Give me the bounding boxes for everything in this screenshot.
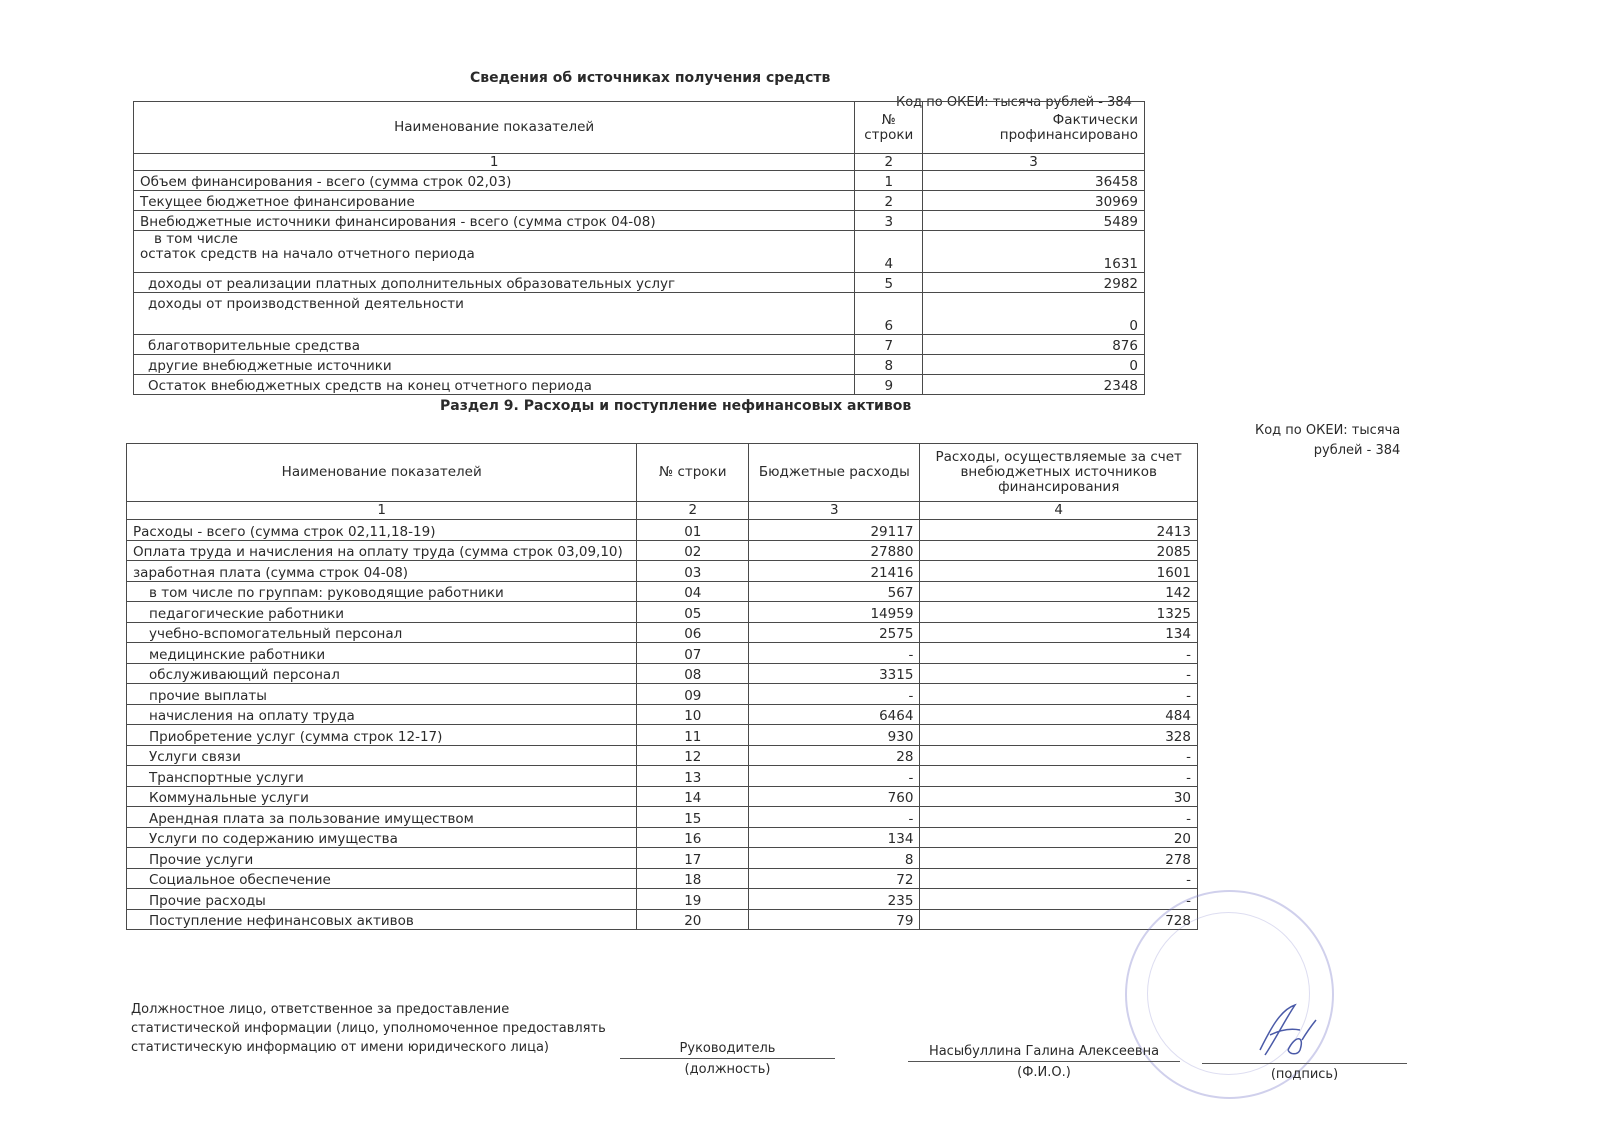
table-row: педагогические работники 05 14959 1325 <box>127 602 1198 623</box>
fio-block <box>908 1044 1180 1080</box>
fio-value: Насыбуллина Галина Алексеевна <box>928 1044 1160 1059</box>
table-row: Транспортные услуги 13 - - <box>127 766 1198 787</box>
row-prefix: в том числе <box>154 231 238 247</box>
table-row: Поступление нефинансовых активов 20 79 728 <box>127 909 1198 930</box>
table-row: прочие выплаты 09 - - <box>127 684 1198 705</box>
handwritten-signature-icon <box>1250 1000 1320 1060</box>
table-row: Оплата труда и начисления на оплату труда (сумма строк 03,09,10) 02 27880 2085 <box>127 540 1198 561</box>
table-row: учебно-вспомогательный персонал 06 2575 134 <box>127 622 1198 643</box>
responsible-person-text: Должностное лицо, ответственное за предоставление статистической информации (лицо, уполномоченное предоставлять статистическую информацию от имени юридического лица) <box>131 1002 606 1055</box>
table-row: начисления на оплату труда 10 6464 484 <box>127 704 1198 725</box>
table-row: благотворительные средства 7 876 <box>134 335 1145 355</box>
header-budget: Бюджетные расходы <box>749 444 920 502</box>
table-row: Арендная плата за пользование имуществом 15 - - <box>127 807 1198 828</box>
header-extra: Расходы, осуществляемые за счет внебюджетных источников финансирования <box>920 444 1198 502</box>
table-row: Внебюджетные источники финансирования - всего (сумма строк 04-08) 3 5489 <box>134 211 1145 231</box>
table-row: другие внебюджетные источники 8 0 <box>134 355 1145 375</box>
table-row: Расходы - всего (сумма строк 02,11,18-19) 01 29117 2413 <box>127 520 1198 541</box>
header-value: Фактически профинансировано <box>923 102 1145 154</box>
header-name: Наименование показателей <box>134 102 855 154</box>
position-value: Руководитель <box>679 1041 776 1056</box>
position-label: (должность) <box>684 1062 771 1077</box>
signature-label: (подпись) <box>1270 1067 1339 1082</box>
table-row: в том числе по группам: руководящие работники 04 567 142 <box>127 581 1198 602</box>
table-row: Прочие расходы 19 235 - <box>127 889 1198 910</box>
header-num-2: 2 <box>855 154 923 171</box>
table-row: заработная плата (сумма строк 04-08) 03 21416 1601 <box>127 561 1198 582</box>
section2-title: Раздел 9. Расходы и поступление нефинансовых активов <box>440 398 912 414</box>
table-row: Прочие услуги 17 8 278 <box>127 848 1198 869</box>
table-row: медицинские работники 07 - - <box>127 643 1198 664</box>
position-block <box>620 1041 835 1077</box>
header-num: № строки <box>637 444 749 502</box>
table-row: Объем финансирования - всего (сумма строк 02,03) 1 36458 <box>134 171 1145 191</box>
table-row: Услуги по содержанию имущества 16 134 20 <box>127 827 1198 848</box>
expenses-table: Наименование показателей № строки Бюджетные расходы Расходы, осуществляемые за счет внебюджетных источников финансирования 1 2 3 4 Расходы - всего (сумма строк 02,11,18-19) 01 29117 2413 Оплата труда и начисления на оплату труда (сумма строк 03,09,10) 02 27880 2085 заработная плата (сумма строк 04-08) 03 21416 1601 в том числе по группам: руководящие работники 04 567 142 педагогические работники 05 14959 1325 учебно-вспомогательный персонал 06 2575 134 медицинские работники 07 - - обслуживающий персонал 08 3315 - прочие выплаты 09 - - начисления на оплату труда 10 6464 484 Приобретение услуг (сумма строк 12-17) 11 930 328 Услуги связи 12 28 - Транспортные услуги 13 - - Коммунальные услуги 14 760 30 Арендная плата за пользование имуществом 15 - - Услуги по содержанию имущества 16 134 20 Прочие услуги 17 8 278 Социальное обеспечение 18 72 - Прочие расходы 19 235 - Поступление нефинансовых активов 20 79 728 <box>126 443 1198 930</box>
table-row: Социальное обеспечение 18 72 - <box>127 868 1198 889</box>
signature-block <box>1202 1063 1407 1082</box>
header-num-1: 1 <box>134 154 855 171</box>
table-row: Приобретение услуг (сумма строк 12-17) 11 930 328 <box>127 725 1198 746</box>
table-row: доходы от реализации платных дополнительных образовательных услуг 5 2982 <box>134 273 1145 293</box>
table-row: Остаток внебюджетных средств на конец отчетного периода 9 2348 <box>134 375 1145 395</box>
header-num-3: 3 <box>923 154 1145 171</box>
header-name: Наименование показателей <box>127 444 637 502</box>
table-row: в том числе остаток средств на начало отчетного периода 4 1631 <box>134 231 1145 273</box>
section1-title: Сведения об источниках получения средств <box>470 70 831 86</box>
table-row: Коммунальные услуги 14 760 30 <box>127 786 1198 807</box>
funding-sources-table <box>133 101 1145 395</box>
table-row: обслуживающий персонал 08 3315 - <box>127 663 1198 684</box>
table-row: доходы от производственной деятельности 6 0 <box>134 293 1145 335</box>
section1-okei: Код по ОКЕИ: тысяча рублей - 384 <box>896 95 1132 110</box>
table-row: Услуги связи 12 28 - <box>127 745 1198 766</box>
table-row: Текущее бюджетное финансирование 2 30969 <box>134 191 1145 211</box>
header-num: № строки <box>855 102 923 154</box>
section2-okei: Код по ОКЕИ: тысяча рублей - 384 <box>1255 423 1401 458</box>
fio-label: (Ф.И.О.) <box>1017 1065 1071 1080</box>
